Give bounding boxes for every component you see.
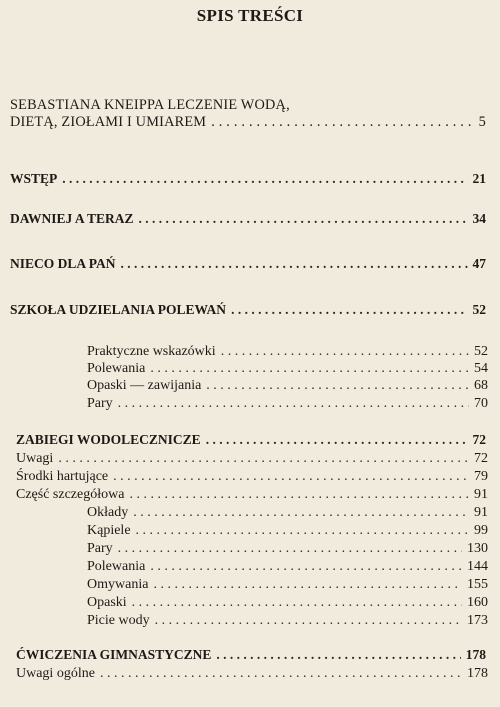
toc-entry-page: 160	[467, 595, 488, 610]
toc-entry-label: Okłady	[87, 505, 129, 520]
toc-subentry	[87, 361, 488, 377]
toc-entry-kneipp	[10, 97, 490, 131]
toc-subentry	[87, 523, 488, 539]
dot-leader	[58, 451, 469, 467]
dot-leader	[118, 541, 462, 557]
toc-entry-wstep	[10, 171, 486, 187]
toc-entry-label: Picie wody	[87, 613, 150, 628]
toc-entry-kneipp-line2: DIETĄ, ZIOŁAMI I UMIAREM	[10, 114, 207, 130]
dot-leader	[132, 595, 462, 611]
page-title: SPIS TREŚCI	[196, 6, 304, 25]
dot-leader	[211, 114, 473, 131]
toc-entry-page: 173	[467, 613, 488, 628]
toc-entry-page: 99	[474, 523, 488, 538]
toc-entry-page: 155	[467, 577, 488, 592]
dot-leader	[153, 577, 462, 593]
toc-entry-zabiegi	[16, 432, 486, 448]
toc-subentry	[16, 666, 488, 682]
toc-entry-label: Uwagi ogólne	[16, 666, 95, 681]
toc-entry-page: 144	[467, 559, 488, 574]
dot-leader	[216, 647, 460, 663]
dot-leader	[139, 211, 468, 227]
toc-entry-label: SZKOŁA UDZIELANIA POLEWAŃ	[10, 302, 227, 317]
dot-leader	[221, 344, 469, 360]
dot-leader	[113, 469, 469, 485]
toc-entry-szkola	[10, 302, 486, 318]
toc-entry-page: 130	[467, 541, 488, 556]
toc-subentry	[16, 451, 488, 467]
toc-entry-label: Opaski	[87, 595, 127, 610]
toc-entry-label: Praktyczne wskazówki	[87, 344, 216, 359]
toc-entry-label: Pary	[87, 541, 113, 556]
dot-leader	[129, 487, 469, 503]
toc-entry-label: ZABIEGI WODOLECZNICZE	[16, 432, 201, 447]
dot-leader	[62, 171, 467, 187]
toc-entry-label: Środki hartujące	[16, 469, 109, 484]
toc-entry-page: 178	[467, 666, 488, 681]
toc-entry-label: Polewania	[87, 361, 146, 376]
toc-entry-page: 68	[474, 378, 488, 393]
dot-leader	[121, 256, 468, 272]
toc-entry-page: 72	[472, 432, 486, 447]
toc-subentry	[16, 469, 488, 485]
toc-entry-label: Pary	[87, 396, 113, 411]
dot-leader	[231, 302, 467, 318]
toc-entry-page: 21	[472, 171, 486, 186]
toc-subentry	[87, 595, 488, 611]
toc-entry-nieco	[10, 256, 486, 272]
toc-subentry	[87, 505, 488, 521]
toc-entry-label: NIECO DLA PAŃ	[10, 256, 116, 271]
toc-subentry	[16, 487, 488, 503]
toc-entry-kneipp-page: 5	[478, 114, 486, 130]
dot-leader	[136, 523, 469, 539]
toc-entry-label: Opaski — zawijania	[87, 378, 202, 393]
toc-subentry	[87, 396, 488, 412]
toc-entry-page: 91	[474, 487, 488, 502]
dot-leader	[118, 396, 469, 412]
dot-leader	[150, 559, 462, 575]
toc-subentry	[87, 344, 488, 360]
toc-entry-page: 47	[472, 256, 486, 271]
dot-leader	[100, 666, 462, 682]
toc-entry-label: Część szczegółowa	[16, 487, 125, 502]
toc-entry-page: 52	[472, 302, 486, 317]
toc-entry-page: 54	[474, 361, 488, 376]
toc-entry-label: WSTĘP	[10, 171, 58, 186]
toc-entry-page: 72	[474, 451, 488, 466]
toc-subentry	[87, 559, 488, 575]
toc-subentry	[87, 378, 488, 394]
dot-leader	[206, 378, 469, 394]
dot-leader	[155, 613, 462, 629]
dot-leader	[150, 361, 469, 377]
dot-leader	[206, 432, 468, 448]
toc-subentry	[87, 541, 488, 557]
toc-entry-label: DAWNIEJ A TERAZ	[10, 211, 134, 226]
toc-entry-page: 79	[474, 469, 488, 484]
toc-entry-cwiczenia	[16, 647, 486, 663]
toc-entry-label: Kąpiele	[87, 523, 131, 538]
toc-entry-kneipp-line1: SEBASTIANA KNEIPPA LECZENIE WODĄ,	[10, 97, 290, 113]
toc-subentry	[87, 613, 488, 629]
toc-entry-label: Omywania	[87, 577, 149, 592]
dot-leader	[133, 505, 469, 521]
toc-entry-dawniej	[10, 211, 486, 227]
toc-entry-label: Polewania	[87, 559, 146, 574]
toc-entry-page: 34	[472, 211, 486, 226]
toc-entry-page: 52	[474, 344, 488, 359]
toc-entry-label: ĆWICZENIA GIMNASTYCZNE	[16, 647, 212, 662]
toc-subentry	[87, 577, 488, 593]
toc-entry-page: 178	[465, 647, 486, 662]
toc-entry-label: Uwagi	[16, 451, 54, 466]
toc-entry-page: 70	[474, 396, 488, 411]
toc-entry-page: 91	[474, 505, 488, 520]
